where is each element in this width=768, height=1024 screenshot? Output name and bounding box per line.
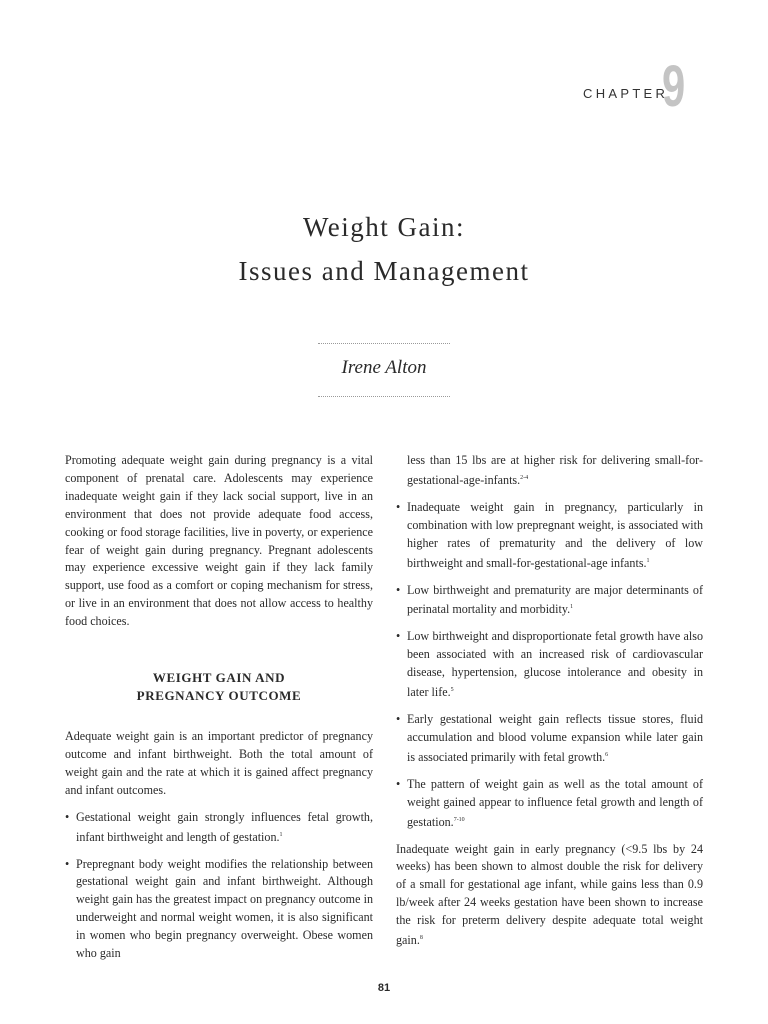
bullet-marker: • — [396, 499, 401, 514]
bullet-marker: • — [396, 629, 401, 644]
page-number: 81 — [377, 982, 391, 994]
title-line-2: Issues and Management — [238, 256, 530, 286]
reference-superscript: 5 — [450, 687, 454, 694]
intro-paragraph: Promoting adequate weight gain during pregnancy is a vital component of prenatal care. Adolescents may experience inadequate weight gain if they lack social support, live in an environment that does not provide adequate food access, cooking or food storage facilities, live in poverty, or experience fear of weight gain during pregnancy. Pregnant adolescents may experience excessive weight gain if they lack family support, use food as a comfort or coping mechanism for stress, or live in an environment that does not allow access to healthy food choices. — [65, 453, 373, 629]
bullet-text: Early gestational weight gain reflects tissue stores, fluid accumulation and blood volume expansion while later gain is associated primarily with fetal growth. — [407, 712, 703, 764]
bullet-text: Low birthweight and prematurity are major determinants of perinatal mortality and morbidity. — [407, 582, 703, 617]
dotted-rule-bottom — [318, 396, 450, 397]
bullet-marker: • — [65, 809, 70, 824]
reference-superscript: 8 — [419, 935, 423, 942]
closing-text: Inadequate weight gain in early pregnancy (<9.5 lbs by 24 weeks) has been shown to almost double the risk for delivery of a small for gestational age infant, while gains less than 0.9 lb/week after 24 weeks gestation have been shown to increase the risk for preterm delivery despite adequate total weight gain. — [396, 841, 703, 948]
reference-superscript: 2-4 — [520, 474, 529, 481]
bullet-item — [396, 628, 703, 702]
title-line-1: Weight Gain: — [302, 212, 466, 242]
continuation-text: less than 15 lbs are at higher risk for delivering small-for-gestational-age-infants. — [407, 453, 703, 487]
body-paragraph: Adequate weight gain is an important predictor of pregnancy outcome and infant birthweight. Both the total amount of weight gain and the rate at which it is gained affect pregnancy and infant outcomes. — [65, 729, 373, 797]
reference-superscript: 1 — [279, 831, 283, 838]
continuation-paragraph — [396, 452, 703, 490]
bullet-item — [396, 499, 703, 573]
reference-superscript: 1 — [646, 557, 650, 564]
section-heading-line-2: PREGNANCY OUTCOME — [136, 688, 302, 704]
bullet-item — [65, 856, 373, 963]
section-heading-line-1: WEIGHT GAIN AND — [152, 670, 286, 686]
chapter-label: CHAPTER — [583, 86, 669, 101]
bullet-item — [396, 582, 703, 620]
reference-superscript: 7-10 — [453, 816, 465, 823]
bullet-text: Inadequate weight gain in pregnancy, particularly in combination with low prepregnant weight, is associated with higher rates of prematurity and the delivery of low birthweight and small-for-gestational-age infants. — [407, 499, 703, 570]
bullet-text: The pattern of weight gain as well as the total amount of weight gained appear to influence fetal growth and length of gestation. — [407, 776, 703, 829]
author-name: Irene Alton — [341, 357, 427, 378]
bullet-item — [65, 809, 373, 847]
bullet-item — [396, 711, 703, 767]
bullet-marker: • — [65, 856, 70, 871]
chapter-number: 9 — [662, 54, 686, 119]
bullet-text: Gestational weight gain strongly influences fetal growth, infant birthweight and length of gestation. — [76, 809, 373, 844]
dotted-rule-top — [318, 343, 450, 344]
bullet-marker: • — [396, 582, 401, 597]
reference-superscript: 1 — [570, 604, 574, 611]
closing-paragraph — [396, 841, 703, 950]
bullet-text: Low birthweight and disproportionate fetal growth have also been associated with an increased risk of cardiovascular disease, hypertension, glucose intolerance and obesity in later life. — [407, 629, 703, 700]
reference-superscript: 6 — [605, 751, 609, 758]
right-column — [396, 452, 703, 950]
bullet-text: Prepregnant body weight modifies the relationship between gestational weight gain and infant birthweight. Although weight gain has the greatest impact on pregnancy outcome in underweight and normal weight women, it is also significant in women who begin pregnancy overweight. Obese women who gain — [76, 856, 373, 961]
bullet-marker: • — [396, 776, 401, 791]
bullet-marker: • — [396, 712, 401, 726]
section-heading — [65, 669, 373, 705]
left-column — [65, 452, 373, 963]
bullet-item — [396, 776, 703, 832]
